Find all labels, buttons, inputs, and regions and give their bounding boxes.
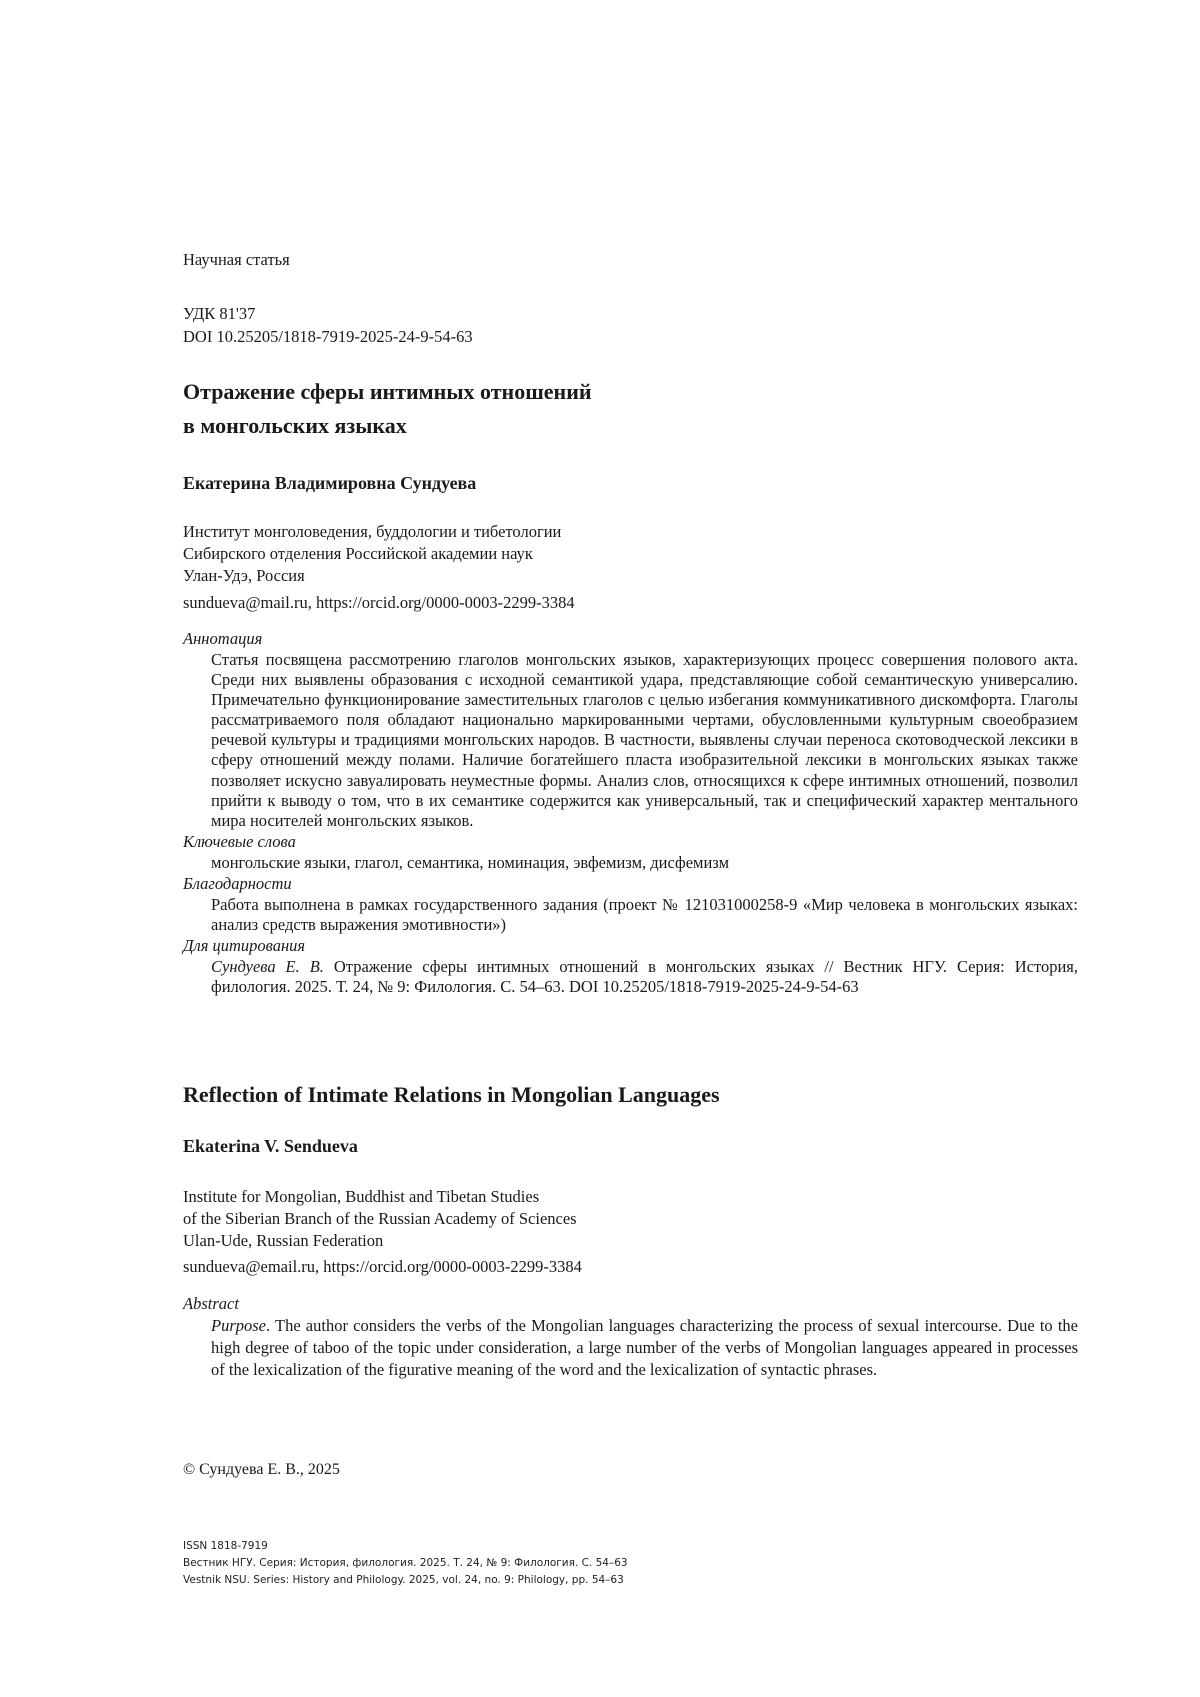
keywords-text: монгольские языки, глагол, семантика, номинация, эвфемизм, дисфемизм (211, 852, 730, 872)
cite-label: Для цитирования (183, 936, 306, 956)
cite-text (183, 957, 1078, 997)
cite-rest: Отражение сферы интимных отношений в монгольских языках // Вестник НГУ. Серия: История, филология. 2025. Т. 24, № 9: Филология. С. 54–63. DOI 10.25205/1818-7919-2025-24-9-54-63 (211, 957, 1078, 997)
issn: ISSN 1818-7919 (183, 1540, 268, 1552)
abstract-label: Abstract (183, 1294, 239, 1313)
affiliation-line: Улан-Удэ, Россия (183, 566, 305, 585)
abstract-label: Аннотация (183, 629, 263, 648)
ru-contact: sundueva@mail.ru, https://orcid.org/0000-0003-2299-3384 (183, 593, 575, 612)
copyright: © Сундуева Е. В., 2025 (183, 1461, 340, 1478)
en-abstract-section (183, 1293, 1078, 1381)
affiliation-line: of the Siberian Branch of the Russian Academy of Sciences (183, 1209, 577, 1228)
journal-footer (183, 1538, 628, 1589)
ru-affiliation (183, 521, 1078, 587)
keywords-label: Ключевые слова (183, 831, 296, 851)
article-type: Научная статья (183, 250, 290, 269)
en-title: Reflection of Intimate Relations in Mongolian Languages (183, 1082, 720, 1107)
cite-author: Сундуева Е. В. (211, 957, 324, 977)
abstract-text (183, 1315, 1078, 1381)
ru-author: Екатерина Владимировна Сундуева (183, 473, 477, 493)
abstract-text: Статья посвящена рассмотрению глаголов монгольских языков, характеризующих процесс совершения полового акта. Среди них выявлены образования с исходной семантикой удара, представляющие собой семантическую универсалию. Примечательно функционирование заместительных глаголов с целью избегания коммуникативного дискомфорта. Глаголы рассматриваемого поля обладают национально маркированными чертами, обусловленными культурным своеобразием речевой культуры и традициями монгольских народов. В частности, выявлены случаи переноса скотоводческой лексики в сферу отношений между полами. Наличие богатейшего пласта изобразительной лексики в монгольских языках также позволяет искусно завуалировать неуместные формы. Анализ слов, относящихся к сфере интимных отношений, позволил прийти к выводу о том, что в их семантике содержится как универсальный, так и специфический характер ментального мира носителей монгольских языков. (211, 650, 1078, 830)
en-contact: sundueva@email.ru, https://orcid.org/0000-0003-2299-3384 (183, 1257, 582, 1276)
purpose-label: Purpose (211, 1316, 266, 1335)
ru-reference: Вестник НГУ. Серия: История, филология. 2025. Т. 24, № 9: Филология. С. 54–63 (183, 1557, 628, 1569)
ru-abstract-section (183, 628, 1078, 997)
doi: DOI 10.25205/1818-7919-2025-24-9-54-63 (183, 327, 473, 346)
ru-title-line: в монгольских языках (183, 413, 407, 438)
abstract-body: . The author considers the verbs of the Mongolian languages characterizing the process of sexual intercourse. Due to the high degree of taboo of the topic under consideration, a large number of the verbs of Mongolian languages appeared in processes of the lexicalization of the figurative meaning of the word and the lexicalization of syntactic phrases. (211, 1316, 1078, 1379)
ack-text: Работа выполнена в рамках государственного задания (проект № 121031000258-9 «Мир человека в монгольских языках: анализ средств выражения эмотивности») (211, 894, 1078, 935)
affiliation-line: Institute for Mongolian, Buddhist and Tibetan Studies (183, 1187, 540, 1206)
en-author: Ekaterina V. Sendueva (183, 1136, 358, 1156)
affiliation-line: Ulan-Ude, Russian Federation (183, 1231, 384, 1250)
affiliation-line: Сибирского отделения Российской академии наук (183, 544, 533, 563)
en-reference: Vestnik NSU. Series: History and Philology. 2025, vol. 24, no. 9: Philology, pp. 54–63 (183, 1574, 624, 1586)
ru-title (183, 375, 1078, 443)
ru-title-line: Отражение сферы интимных отношений (183, 379, 592, 404)
en-affiliation (183, 1186, 1078, 1252)
ack-label: Благодарности (183, 873, 292, 893)
affiliation-line: Институт монголоведения, буддологии и тибетологии (183, 522, 562, 541)
udc: УДК 81'37 (183, 304, 256, 323)
